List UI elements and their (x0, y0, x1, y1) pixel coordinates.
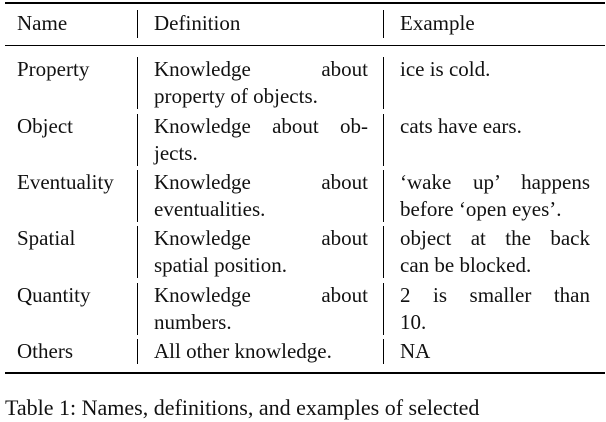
row-divider (137, 283, 138, 335)
row-divider (383, 339, 384, 364)
top-rule (5, 2, 605, 4)
example-line: 10. (400, 310, 427, 334)
definition-line: eventualities. (154, 197, 266, 221)
header-divider-2 (383, 10, 384, 38)
cell-definition (154, 113, 368, 167)
example-line: before ‘open eyes’. (400, 197, 562, 221)
bottom-rule (5, 372, 605, 374)
cell-name: Others (17, 339, 73, 363)
cell-name: Spatial (17, 226, 76, 250)
definition-line: Knowledge about ob- (154, 114, 368, 138)
row-divider (383, 57, 384, 109)
header-example: Example (400, 11, 475, 35)
cell-name: Object (17, 114, 73, 138)
row-divider (137, 114, 138, 166)
definition-line: Knowledge about (154, 57, 368, 81)
row-divider (137, 226, 138, 278)
definition-line: Knowledge about (154, 283, 368, 307)
row-divider (383, 170, 384, 222)
example-line: 2 is smaller than (400, 283, 590, 307)
example-line: ‘wake up’ happens (400, 170, 590, 194)
cell-definition (154, 169, 368, 223)
cell-definition (154, 225, 368, 279)
example-line: object at the back (400, 226, 590, 250)
example-line: ice is cold. (400, 57, 491, 81)
cell-example (400, 169, 590, 223)
row-divider (137, 339, 138, 364)
cell-example (400, 56, 590, 83)
definition-line: All other knowledge. (154, 339, 332, 363)
row-divider (137, 170, 138, 222)
table-caption: Table 1: Names, definitions, and examples of selected (5, 395, 480, 420)
example-line: NA (400, 339, 431, 363)
cell-definition (154, 56, 368, 110)
row-divider (383, 226, 384, 278)
cell-example (400, 113, 590, 140)
cell-example (400, 338, 590, 365)
header-divider-1 (137, 10, 138, 38)
cell-name: Eventuality (17, 170, 114, 194)
cell-definition (154, 282, 368, 336)
cell-example (400, 225, 590, 279)
example-line: can be blocked. (400, 253, 532, 277)
header-name: Name (17, 11, 68, 35)
header-rule (5, 45, 605, 46)
row-divider (383, 283, 384, 335)
cell-definition (154, 338, 368, 365)
definition-line: numbers. (154, 310, 232, 334)
row-divider (383, 114, 384, 166)
definition-line: jects. (154, 141, 198, 165)
example-line: cats have ears. (400, 114, 522, 138)
cell-example (400, 282, 590, 336)
row-divider (137, 57, 138, 109)
definition-line: spatial position. (154, 253, 287, 277)
header-definition: Definition (154, 11, 241, 35)
cell-name: Quantity (17, 283, 91, 307)
definition-line: property of objects. (154, 84, 318, 108)
definition-line: Knowledge about (154, 226, 368, 250)
cell-name: Property (17, 57, 90, 81)
definition-line: Knowledge about (154, 170, 368, 194)
